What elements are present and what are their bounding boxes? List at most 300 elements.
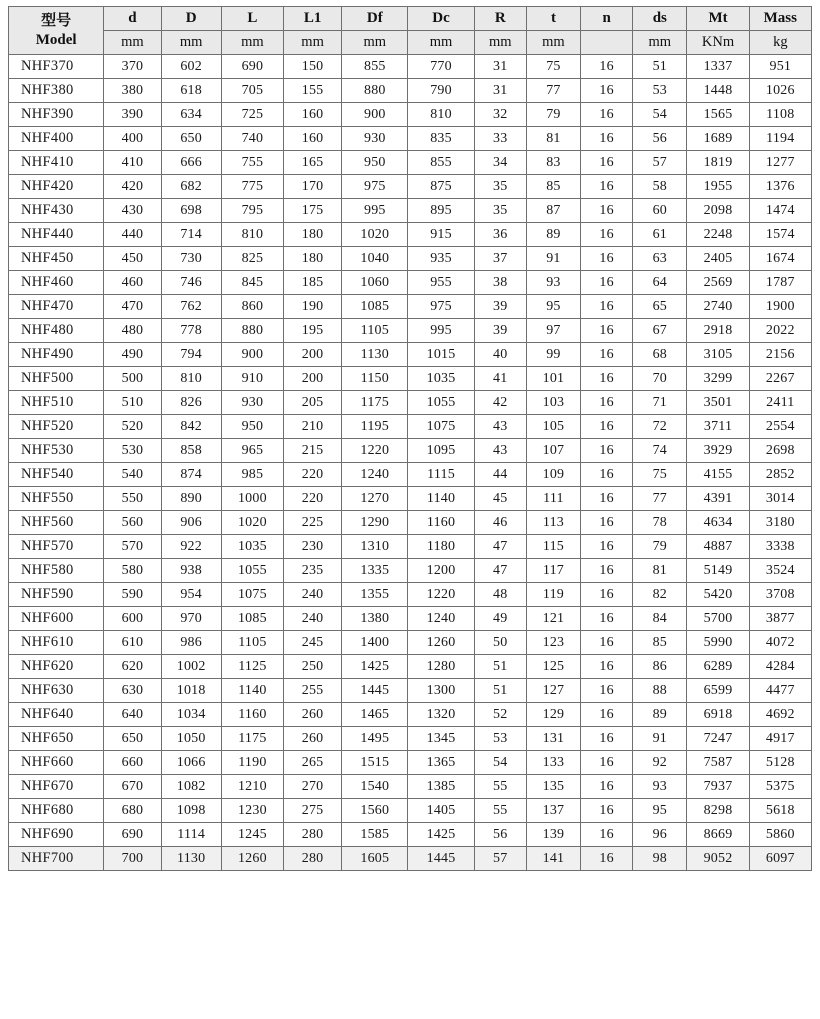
cell-L1: 175 xyxy=(283,199,341,223)
cell-t: 119 xyxy=(526,583,580,607)
cell-d: 440 xyxy=(104,223,161,247)
cell-n: 16 xyxy=(581,415,633,439)
cell-Dc: 1240 xyxy=(408,607,474,631)
cell-t: 81 xyxy=(526,127,580,151)
cell-ds: 51 xyxy=(633,55,687,79)
cell-R: 52 xyxy=(474,703,526,727)
cell-d: 490 xyxy=(104,343,161,367)
cell-R: 56 xyxy=(474,823,526,847)
cell-Mass: 2411 xyxy=(749,391,811,415)
cell-L: 1055 xyxy=(221,559,283,583)
cell-Mass: 3338 xyxy=(749,535,811,559)
cell-d: 470 xyxy=(104,295,161,319)
cell-L1: 200 xyxy=(283,343,341,367)
cell-Dc: 1345 xyxy=(408,727,474,751)
cell-n: 16 xyxy=(581,847,633,871)
cell-n: 16 xyxy=(581,535,633,559)
cell-R: 39 xyxy=(474,295,526,319)
cell-d: 400 xyxy=(104,127,161,151)
cell-Dc: 1220 xyxy=(408,583,474,607)
cell-L: 1210 xyxy=(221,775,283,799)
cell-L1: 170 xyxy=(283,175,341,199)
cell-Mass: 3708 xyxy=(749,583,811,607)
cell-L1: 205 xyxy=(283,391,341,415)
cell-R: 44 xyxy=(474,463,526,487)
cell-d: 650 xyxy=(104,727,161,751)
cell-L1: 200 xyxy=(283,367,341,391)
table-row xyxy=(9,631,812,655)
cell-D: 794 xyxy=(161,343,221,367)
cell-L1: 160 xyxy=(283,127,341,151)
cell-Df: 1400 xyxy=(342,631,408,655)
cell-D: 922 xyxy=(161,535,221,559)
cell-Mt: 4887 xyxy=(687,535,749,559)
cell-R: 51 xyxy=(474,679,526,703)
cell-Dc: 1180 xyxy=(408,535,474,559)
cell-Dc: 1260 xyxy=(408,631,474,655)
cell-Dc: 1385 xyxy=(408,775,474,799)
cell-ds: 63 xyxy=(633,247,687,271)
cell-Mt: 6599 xyxy=(687,679,749,703)
cell-Df: 1060 xyxy=(342,271,408,295)
cell-Mt: 3501 xyxy=(687,391,749,415)
cell-Mt: 5149 xyxy=(687,559,749,583)
cell-D: 826 xyxy=(161,391,221,415)
cell-L: 740 xyxy=(221,127,283,151)
column-header-ds: ds xyxy=(633,7,687,31)
cell-Df: 855 xyxy=(342,55,408,79)
cell-n: 16 xyxy=(581,439,633,463)
cell-L: 1085 xyxy=(221,607,283,631)
cell-D: 698 xyxy=(161,199,221,223)
cell-n: 16 xyxy=(581,463,633,487)
cell-Df: 1220 xyxy=(342,439,408,463)
cell-model: NHF670 xyxy=(9,775,104,799)
cell-D: 714 xyxy=(161,223,221,247)
cell-d: 530 xyxy=(104,439,161,463)
cell-Mt: 7247 xyxy=(687,727,749,751)
cell-ds: 89 xyxy=(633,703,687,727)
table-row xyxy=(9,175,812,199)
column-header-R: R xyxy=(474,7,526,31)
cell-t: 131 xyxy=(526,727,580,751)
cell-L1: 275 xyxy=(283,799,341,823)
cell-R: 36 xyxy=(474,223,526,247)
cell-model: NHF540 xyxy=(9,463,104,487)
cell-Mass: 1026 xyxy=(749,79,811,103)
cell-Df: 880 xyxy=(342,79,408,103)
cell-R: 32 xyxy=(474,103,526,127)
cell-t: 123 xyxy=(526,631,580,655)
cell-Dc: 1425 xyxy=(408,823,474,847)
cell-L: 1160 xyxy=(221,703,283,727)
table-row xyxy=(9,151,812,175)
cell-Df: 1105 xyxy=(342,319,408,343)
cell-n: 16 xyxy=(581,703,633,727)
cell-t: 87 xyxy=(526,199,580,223)
cell-L: 1035 xyxy=(221,535,283,559)
cell-D: 682 xyxy=(161,175,221,199)
cell-R: 47 xyxy=(474,535,526,559)
cell-ds: 68 xyxy=(633,343,687,367)
cell-L: 825 xyxy=(221,247,283,271)
cell-Mt: 8669 xyxy=(687,823,749,847)
cell-t: 137 xyxy=(526,799,580,823)
cell-Dc: 1035 xyxy=(408,367,474,391)
cell-L1: 245 xyxy=(283,631,341,655)
table-row xyxy=(9,319,812,343)
cell-Mt: 9052 xyxy=(687,847,749,871)
cell-ds: 77 xyxy=(633,487,687,511)
cell-L1: 260 xyxy=(283,703,341,727)
cell-model: NHF380 xyxy=(9,79,104,103)
cell-Mass: 4917 xyxy=(749,727,811,751)
cell-ds: 96 xyxy=(633,823,687,847)
cell-Mass: 3014 xyxy=(749,487,811,511)
cell-model: NHF430 xyxy=(9,199,104,223)
cell-D: 1002 xyxy=(161,655,221,679)
cell-model: NHF500 xyxy=(9,367,104,391)
cell-Dc: 1300 xyxy=(408,679,474,703)
cell-Dc: 955 xyxy=(408,271,474,295)
cell-d: 540 xyxy=(104,463,161,487)
cell-L: 1245 xyxy=(221,823,283,847)
cell-model: NHF550 xyxy=(9,487,104,511)
cell-n: 16 xyxy=(581,367,633,391)
cell-Df: 1020 xyxy=(342,223,408,247)
cell-n: 16 xyxy=(581,271,633,295)
unit-Mass: kg xyxy=(749,31,811,55)
cell-ds: 93 xyxy=(633,775,687,799)
cell-Df: 1240 xyxy=(342,463,408,487)
cell-L1: 185 xyxy=(283,271,341,295)
cell-model: NHF480 xyxy=(9,319,104,343)
cell-Mass: 1277 xyxy=(749,151,811,175)
cell-n: 16 xyxy=(581,823,633,847)
cell-d: 480 xyxy=(104,319,161,343)
cell-Mt: 1337 xyxy=(687,55,749,79)
table-row xyxy=(9,727,812,751)
cell-Df: 1195 xyxy=(342,415,408,439)
cell-ds: 60 xyxy=(633,199,687,223)
cell-Df: 995 xyxy=(342,199,408,223)
cell-L1: 225 xyxy=(283,511,341,535)
table-body xyxy=(9,55,812,871)
cell-n: 16 xyxy=(581,151,633,175)
cell-d: 610 xyxy=(104,631,161,655)
cell-R: 33 xyxy=(474,127,526,151)
cell-ds: 92 xyxy=(633,751,687,775)
cell-ds: 98 xyxy=(633,847,687,871)
cell-L1: 220 xyxy=(283,463,341,487)
table-row xyxy=(9,799,812,823)
cell-L: 705 xyxy=(221,79,283,103)
cell-Mt: 7587 xyxy=(687,751,749,775)
cell-Dc: 1115 xyxy=(408,463,474,487)
cell-model: NHF400 xyxy=(9,127,104,151)
cell-Df: 1270 xyxy=(342,487,408,511)
cell-d: 450 xyxy=(104,247,161,271)
cell-L: 1000 xyxy=(221,487,283,511)
cell-Mt: 6918 xyxy=(687,703,749,727)
cell-ds: 61 xyxy=(633,223,687,247)
column-header-Mt: Mt xyxy=(687,7,749,31)
unit-D: mm xyxy=(161,31,221,55)
cell-D: 1050 xyxy=(161,727,221,751)
cell-R: 41 xyxy=(474,367,526,391)
cell-t: 105 xyxy=(526,415,580,439)
cell-t: 97 xyxy=(526,319,580,343)
cell-L1: 250 xyxy=(283,655,341,679)
cell-t: 85 xyxy=(526,175,580,199)
cell-ds: 58 xyxy=(633,175,687,199)
cell-Mt: 3929 xyxy=(687,439,749,463)
cell-model: NHF580 xyxy=(9,559,104,583)
cell-L: 900 xyxy=(221,343,283,367)
cell-Mass: 1900 xyxy=(749,295,811,319)
cell-Mt: 7937 xyxy=(687,775,749,799)
cell-d: 370 xyxy=(104,55,161,79)
cell-model: NHF460 xyxy=(9,271,104,295)
cell-n: 16 xyxy=(581,175,633,199)
cell-D: 1130 xyxy=(161,847,221,871)
cell-ds: 79 xyxy=(633,535,687,559)
cell-t: 125 xyxy=(526,655,580,679)
cell-Dc: 790 xyxy=(408,79,474,103)
cell-ds: 67 xyxy=(633,319,687,343)
cell-d: 630 xyxy=(104,679,161,703)
cell-Mass: 5860 xyxy=(749,823,811,847)
cell-D: 650 xyxy=(161,127,221,151)
cell-Df: 1585 xyxy=(342,823,408,847)
cell-model: NHF510 xyxy=(9,391,104,415)
cell-model: NHF530 xyxy=(9,439,104,463)
cell-L1: 180 xyxy=(283,223,341,247)
cell-model: NHF640 xyxy=(9,703,104,727)
cell-L: 1075 xyxy=(221,583,283,607)
cell-D: 906 xyxy=(161,511,221,535)
column-header-n: n xyxy=(581,7,633,31)
cell-Dc: 835 xyxy=(408,127,474,151)
cell-Df: 1355 xyxy=(342,583,408,607)
cell-Df: 975 xyxy=(342,175,408,199)
cell-D: 842 xyxy=(161,415,221,439)
cell-Df: 1290 xyxy=(342,511,408,535)
cell-n: 16 xyxy=(581,727,633,751)
cell-Dc: 1445 xyxy=(408,847,474,871)
cell-d: 640 xyxy=(104,703,161,727)
table-row xyxy=(9,223,812,247)
cell-Mt: 2740 xyxy=(687,295,749,319)
cell-Mt: 1955 xyxy=(687,175,749,199)
cell-n: 16 xyxy=(581,343,633,367)
cell-Mass: 1787 xyxy=(749,271,811,295)
cell-t: 115 xyxy=(526,535,580,559)
cell-t: 141 xyxy=(526,847,580,871)
cell-t: 109 xyxy=(526,463,580,487)
cell-R: 46 xyxy=(474,511,526,535)
cell-R: 43 xyxy=(474,439,526,463)
cell-Mass: 5618 xyxy=(749,799,811,823)
table-row xyxy=(9,679,812,703)
cell-t: 83 xyxy=(526,151,580,175)
cell-R: 31 xyxy=(474,55,526,79)
cell-L1: 155 xyxy=(283,79,341,103)
unit-d: mm xyxy=(104,31,161,55)
cell-model: NHF690 xyxy=(9,823,104,847)
cell-R: 34 xyxy=(474,151,526,175)
cell-Mass: 1474 xyxy=(749,199,811,223)
cell-Df: 1560 xyxy=(342,799,408,823)
unit-ds: mm xyxy=(633,31,687,55)
cell-model: NHF410 xyxy=(9,151,104,175)
unit-L1: mm xyxy=(283,31,341,55)
cell-Mt: 5700 xyxy=(687,607,749,631)
cell-model: NHF570 xyxy=(9,535,104,559)
cell-d: 500 xyxy=(104,367,161,391)
cell-n: 16 xyxy=(581,511,633,535)
cell-L1: 280 xyxy=(283,847,341,871)
cell-d: 420 xyxy=(104,175,161,199)
cell-Mt: 5990 xyxy=(687,631,749,655)
cell-L1: 215 xyxy=(283,439,341,463)
cell-d: 670 xyxy=(104,775,161,799)
cell-ds: 85 xyxy=(633,631,687,655)
cell-Df: 1425 xyxy=(342,655,408,679)
cell-R: 38 xyxy=(474,271,526,295)
cell-d: 430 xyxy=(104,199,161,223)
table-row xyxy=(9,367,812,391)
cell-L: 1175 xyxy=(221,727,283,751)
cell-R: 53 xyxy=(474,727,526,751)
cell-D: 602 xyxy=(161,55,221,79)
cell-model: NHF590 xyxy=(9,583,104,607)
cell-t: 107 xyxy=(526,439,580,463)
cell-L: 930 xyxy=(221,391,283,415)
cell-D: 874 xyxy=(161,463,221,487)
cell-n: 16 xyxy=(581,79,633,103)
cell-R: 37 xyxy=(474,247,526,271)
cell-ds: 70 xyxy=(633,367,687,391)
cell-Mass: 951 xyxy=(749,55,811,79)
cell-d: 390 xyxy=(104,103,161,127)
cell-model: NHF610 xyxy=(9,631,104,655)
column-header-D: D xyxy=(161,7,221,31)
table-row xyxy=(9,655,812,679)
cell-D: 634 xyxy=(161,103,221,127)
cell-d: 380 xyxy=(104,79,161,103)
cell-d: 570 xyxy=(104,535,161,559)
cell-Mt: 3711 xyxy=(687,415,749,439)
cell-Df: 1540 xyxy=(342,775,408,799)
cell-D: 746 xyxy=(161,271,221,295)
cell-L1: 180 xyxy=(283,247,341,271)
cell-n: 16 xyxy=(581,319,633,343)
cell-Mt: 2569 xyxy=(687,271,749,295)
cell-model: NHF440 xyxy=(9,223,104,247)
cell-ds: 81 xyxy=(633,559,687,583)
cell-L: 775 xyxy=(221,175,283,199)
cell-d: 590 xyxy=(104,583,161,607)
cell-Mass: 5375 xyxy=(749,775,811,799)
cell-D: 1098 xyxy=(161,799,221,823)
cell-t: 111 xyxy=(526,487,580,511)
cell-model: NHF520 xyxy=(9,415,104,439)
cell-Df: 1380 xyxy=(342,607,408,631)
cell-D: 1018 xyxy=(161,679,221,703)
unit-Df: mm xyxy=(342,31,408,55)
cell-d: 560 xyxy=(104,511,161,535)
cell-R: 54 xyxy=(474,751,526,775)
cell-L: 880 xyxy=(221,319,283,343)
cell-model: NHF560 xyxy=(9,511,104,535)
cell-model: NHF630 xyxy=(9,679,104,703)
cell-n: 16 xyxy=(581,655,633,679)
table-row xyxy=(9,487,812,511)
cell-t: 133 xyxy=(526,751,580,775)
cell-R: 51 xyxy=(474,655,526,679)
table-row xyxy=(9,199,812,223)
cell-L1: 150 xyxy=(283,55,341,79)
table-row xyxy=(9,127,812,151)
cell-d: 620 xyxy=(104,655,161,679)
cell-D: 970 xyxy=(161,607,221,631)
table-row xyxy=(9,583,812,607)
cell-Dc: 895 xyxy=(408,199,474,223)
table-row xyxy=(9,343,812,367)
cell-d: 600 xyxy=(104,607,161,631)
cell-D: 810 xyxy=(161,367,221,391)
header-row-names xyxy=(9,7,812,31)
cell-D: 1066 xyxy=(161,751,221,775)
cell-Mass: 4072 xyxy=(749,631,811,655)
cell-L: 690 xyxy=(221,55,283,79)
cell-n: 16 xyxy=(581,679,633,703)
column-header-t: t xyxy=(526,7,580,31)
cell-model: NHF450 xyxy=(9,247,104,271)
cell-ds: 95 xyxy=(633,799,687,823)
unit-L: mm xyxy=(221,31,283,55)
cell-L1: 265 xyxy=(283,751,341,775)
cell-model: NHF470 xyxy=(9,295,104,319)
cell-Df: 1085 xyxy=(342,295,408,319)
cell-t: 113 xyxy=(526,511,580,535)
cell-L: 1020 xyxy=(221,511,283,535)
unit-n xyxy=(581,31,633,55)
cell-t: 79 xyxy=(526,103,580,127)
table-row xyxy=(9,559,812,583)
cell-R: 55 xyxy=(474,775,526,799)
cell-L1: 220 xyxy=(283,487,341,511)
cell-L: 1125 xyxy=(221,655,283,679)
cell-Dc: 1365 xyxy=(408,751,474,775)
cell-L: 1230 xyxy=(221,799,283,823)
cell-d: 580 xyxy=(104,559,161,583)
cell-R: 57 xyxy=(474,847,526,871)
cell-Dc: 855 xyxy=(408,151,474,175)
cell-Dc: 915 xyxy=(408,223,474,247)
table-row xyxy=(9,103,812,127)
cell-ds: 91 xyxy=(633,727,687,751)
cell-D: 778 xyxy=(161,319,221,343)
cell-Df: 900 xyxy=(342,103,408,127)
unit-Mt: KNm xyxy=(687,31,749,55)
cell-n: 16 xyxy=(581,55,633,79)
cell-Mass: 4284 xyxy=(749,655,811,679)
cell-Mass: 6097 xyxy=(749,847,811,871)
cell-Mass: 1574 xyxy=(749,223,811,247)
cell-model: NHF420 xyxy=(9,175,104,199)
